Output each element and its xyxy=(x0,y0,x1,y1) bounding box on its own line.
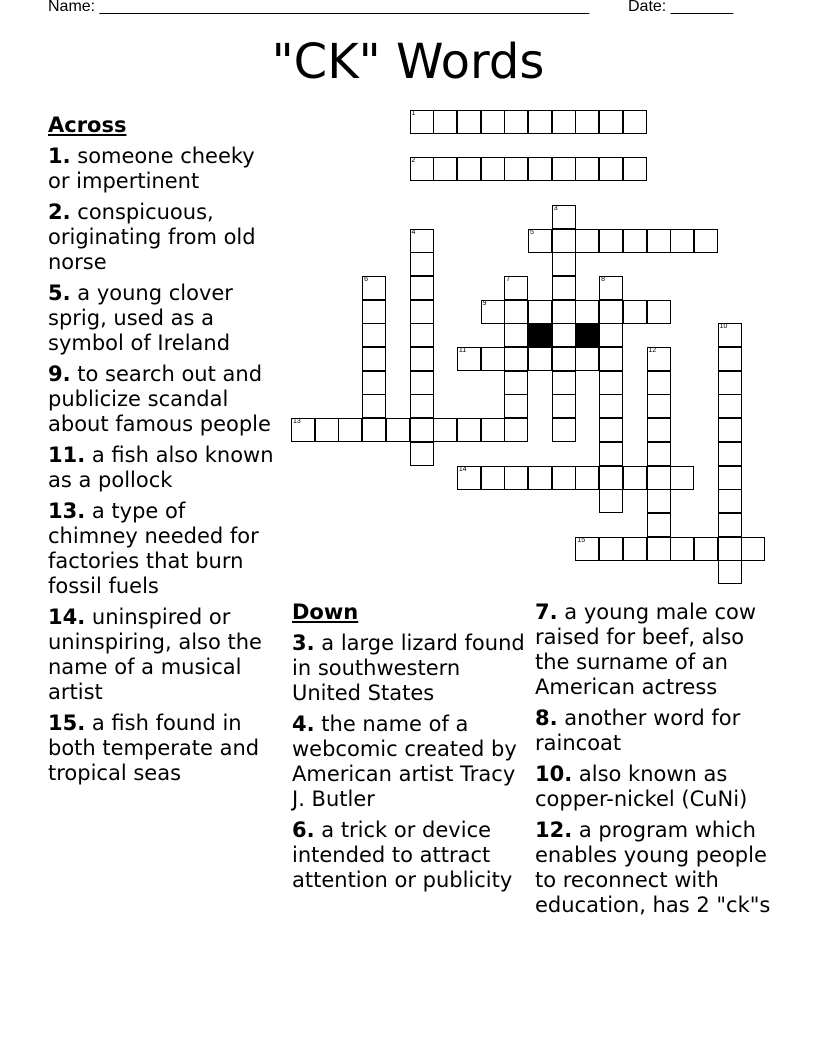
grid-cell[interactable] xyxy=(552,276,576,300)
grid-cell[interactable] xyxy=(599,489,623,513)
grid-cell[interactable] xyxy=(410,157,434,181)
grid-number: 13 xyxy=(293,418,301,426)
grid-cell[interactable] xyxy=(504,110,528,134)
clue-across-5: 5. a young clover sprig, used as a symbol of Ireland xyxy=(48,281,233,355)
grid-cell[interactable] xyxy=(647,300,671,324)
grid-block xyxy=(575,323,599,347)
grid-cell[interactable] xyxy=(552,252,576,276)
grid-cell[interactable] xyxy=(481,110,505,134)
grid-cell[interactable] xyxy=(599,157,623,181)
clue-across-9: 9. to search out and publicize scandal about famous people xyxy=(48,362,271,436)
grid-cell[interactable] xyxy=(623,157,647,181)
grid-cell[interactable] xyxy=(647,489,671,513)
grid-cell[interactable] xyxy=(552,300,576,324)
grid-cell[interactable] xyxy=(623,229,647,253)
grid-cell[interactable] xyxy=(457,347,481,371)
grid-cell[interactable] xyxy=(481,418,505,442)
across-clues xyxy=(48,113,280,792)
grid-cell[interactable] xyxy=(694,537,718,561)
name-line[interactable]: Name: _______________________________________________________ xyxy=(48,0,589,15)
clue-across-13: 13. a type of chimney needed for factories that burn fossil fuels xyxy=(48,499,259,598)
grid-cell[interactable] xyxy=(647,371,671,395)
grid-cell[interactable] xyxy=(552,371,576,395)
clue-across-15: 15. a fish found in both temperate and tropical seas xyxy=(48,711,260,785)
grid-cell[interactable] xyxy=(623,466,647,490)
grid-cell[interactable] xyxy=(647,394,671,418)
grid-cell[interactable] xyxy=(315,418,339,442)
grid-cell[interactable] xyxy=(552,323,576,347)
page-title: "CK" Words xyxy=(271,34,545,90)
grid-cell[interactable] xyxy=(647,442,671,466)
grid-cell[interactable] xyxy=(599,394,623,418)
grid-cell[interactable] xyxy=(504,323,528,347)
grid-cell[interactable] xyxy=(718,394,742,418)
grid-cell[interactable] xyxy=(718,489,742,513)
date-line[interactable]: Date: _______ xyxy=(628,0,733,15)
grid-cell[interactable] xyxy=(433,110,457,134)
grid-cell[interactable] xyxy=(575,110,599,134)
grid-number: 5 xyxy=(530,228,534,236)
clue-down-12: 12. a program which enables young people to reconnect with education, has 2 "ck"s xyxy=(535,818,771,917)
grid-cell[interactable] xyxy=(457,418,481,442)
grid-cell[interactable] xyxy=(386,418,410,442)
grid-cell[interactable] xyxy=(718,418,742,442)
grid-cell[interactable] xyxy=(718,442,742,466)
grid-number: 10 xyxy=(719,323,728,331)
grid-cell[interactable] xyxy=(504,347,528,371)
grid-cell[interactable] xyxy=(481,347,505,371)
grid-cell[interactable] xyxy=(599,347,623,371)
grid-cell[interactable] xyxy=(718,323,742,347)
grid-cell[interactable] xyxy=(504,276,528,300)
grid-number: 2 xyxy=(411,157,416,165)
grid-cell[interactable] xyxy=(457,157,481,181)
grid-number: 7 xyxy=(506,275,511,283)
grid-cell[interactable] xyxy=(552,466,576,490)
grid-cell[interactable] xyxy=(481,300,505,324)
grid-cell[interactable] xyxy=(481,157,505,181)
grid-number: 9 xyxy=(482,299,487,307)
grid-cell[interactable] xyxy=(362,276,386,300)
grid-cell[interactable] xyxy=(552,229,576,253)
grid-cell[interactable] xyxy=(718,537,742,561)
grid-cell[interactable] xyxy=(741,537,765,561)
grid-number: 12 xyxy=(648,347,657,354)
clue-down-6: 6. a trick or device intended to attract attention or publicity xyxy=(292,818,513,892)
grid-cell[interactable] xyxy=(552,157,576,181)
clue-down-8: 8. another word for raincoat xyxy=(535,706,741,755)
grid-cell[interactable] xyxy=(599,537,623,561)
grid-cell[interactable] xyxy=(575,300,599,324)
grid-cell[interactable] xyxy=(433,157,457,181)
down-heading: Down xyxy=(292,600,359,624)
grid-cell[interactable] xyxy=(410,252,434,276)
grid-number: 1 xyxy=(411,110,416,117)
grid-cell[interactable] xyxy=(647,347,671,371)
down-clues-continued xyxy=(535,600,775,924)
clue-down-10: 10. also known as copper-nickel (CuNi) xyxy=(535,762,748,811)
grid-cell[interactable] xyxy=(528,110,552,134)
clue-across-14: 14. uninspired or uninspiring, also the name of a musical artist xyxy=(48,605,262,704)
grid-cell[interactable] xyxy=(504,466,528,490)
grid-number: 11 xyxy=(458,347,467,354)
grid-cell[interactable] xyxy=(670,537,694,561)
grid-cell[interactable] xyxy=(362,371,386,395)
grid-cell[interactable] xyxy=(552,110,576,134)
grid-cell[interactable] xyxy=(718,371,742,395)
across-heading: Across xyxy=(48,113,127,137)
grid-cell[interactable] xyxy=(504,394,528,418)
grid-cell[interactable] xyxy=(528,157,552,181)
grid-cell[interactable] xyxy=(599,418,623,442)
header xyxy=(48,0,733,16)
grid-cell[interactable] xyxy=(362,300,386,324)
grid-cell[interactable] xyxy=(718,513,742,537)
grid-cell[interactable] xyxy=(575,347,599,371)
grid-cell[interactable] xyxy=(599,300,623,324)
grid-cell[interactable] xyxy=(599,466,623,490)
grid-cell[interactable] xyxy=(670,229,694,253)
grid-cell[interactable] xyxy=(410,347,434,371)
grid-cell[interactable] xyxy=(410,323,434,347)
grid-cell[interactable] xyxy=(647,418,671,442)
grid-cell[interactable] xyxy=(528,466,552,490)
grid-cell[interactable] xyxy=(718,347,742,371)
clue-down-4: 4. the name of a webcomic created by American artist Tracy J. Butler xyxy=(292,712,517,811)
grid-cell[interactable] xyxy=(433,418,457,442)
grid-cell[interactable] xyxy=(575,466,599,490)
grid-cell[interactable] xyxy=(481,466,505,490)
grid-cell[interactable] xyxy=(528,300,552,324)
clue-across-11: 11. a fish also known as a pollock xyxy=(48,443,274,492)
grid-cell[interactable] xyxy=(410,229,434,253)
grid-cell[interactable] xyxy=(599,229,623,253)
grid-cell[interactable] xyxy=(647,466,671,490)
grid-cell[interactable] xyxy=(599,276,623,300)
grid-cell[interactable] xyxy=(528,229,552,253)
grid-cell[interactable] xyxy=(504,371,528,395)
grid-number: 14 xyxy=(458,465,467,473)
grid-cell[interactable] xyxy=(647,229,671,253)
grid-cell[interactable] xyxy=(552,347,576,371)
grid-cell[interactable] xyxy=(647,537,671,561)
grid-cell[interactable] xyxy=(410,300,434,324)
grid-cell[interactable] xyxy=(718,466,742,490)
grid-cell[interactable] xyxy=(599,110,623,134)
grid-number: 8 xyxy=(601,275,605,283)
grid-cell[interactable] xyxy=(552,418,576,442)
grid-cell[interactable] xyxy=(623,537,647,561)
grid-cell[interactable] xyxy=(552,205,576,229)
grid-cell[interactable] xyxy=(410,394,434,418)
grid-cell[interactable] xyxy=(410,442,434,466)
grid-cell[interactable] xyxy=(552,394,576,418)
grid-cell[interactable] xyxy=(410,110,434,134)
clue-across-2: 2. conspicuous, originating from old norse xyxy=(48,200,256,274)
grid-cell[interactable] xyxy=(362,394,386,418)
grid-cell[interactable] xyxy=(670,466,694,490)
grid-number: 6 xyxy=(364,275,368,283)
grid-cell[interactable] xyxy=(457,466,481,490)
grid-cell[interactable] xyxy=(362,418,386,442)
clue-down-3: 3. a large lizard found in southwestern United States xyxy=(292,631,525,705)
clue-down-7: 7. a young male cow raised for beef, also the surname of an American actress xyxy=(535,600,757,699)
grid-cell[interactable] xyxy=(504,300,528,324)
grid-number: 3 xyxy=(553,204,558,212)
down-clues xyxy=(292,600,528,899)
grid-cell[interactable] xyxy=(575,229,599,253)
grid-cell[interactable] xyxy=(457,110,481,134)
grid-cell[interactable] xyxy=(623,300,647,324)
grid-cell[interactable] xyxy=(575,157,599,181)
grid-cell[interactable] xyxy=(599,442,623,466)
grid-cell[interactable] xyxy=(528,347,552,371)
grid-cell[interactable] xyxy=(623,110,647,134)
grid-cell[interactable] xyxy=(599,323,623,347)
grid-block xyxy=(528,323,552,347)
grid-cell[interactable] xyxy=(362,323,386,347)
grid-number: 15 xyxy=(577,536,586,544)
grid-cell[interactable] xyxy=(291,418,315,442)
grid-cell[interactable] xyxy=(410,418,434,442)
grid-cell[interactable] xyxy=(599,371,623,395)
grid-cell[interactable] xyxy=(694,229,718,253)
grid-cell[interactable] xyxy=(504,157,528,181)
grid-cell[interactable] xyxy=(410,371,434,395)
grid-cell[interactable] xyxy=(338,418,362,442)
clue-across-1: 1. someone cheeky or impertinent xyxy=(48,144,255,193)
grid-cell[interactable] xyxy=(362,347,386,371)
grid-cell[interactable] xyxy=(718,560,742,584)
grid-cell[interactable] xyxy=(410,276,434,300)
grid-cell[interactable] xyxy=(575,537,599,561)
grid-cell[interactable] xyxy=(504,418,528,442)
grid-cell[interactable] xyxy=(647,513,671,537)
grid-number: 4 xyxy=(411,228,416,236)
